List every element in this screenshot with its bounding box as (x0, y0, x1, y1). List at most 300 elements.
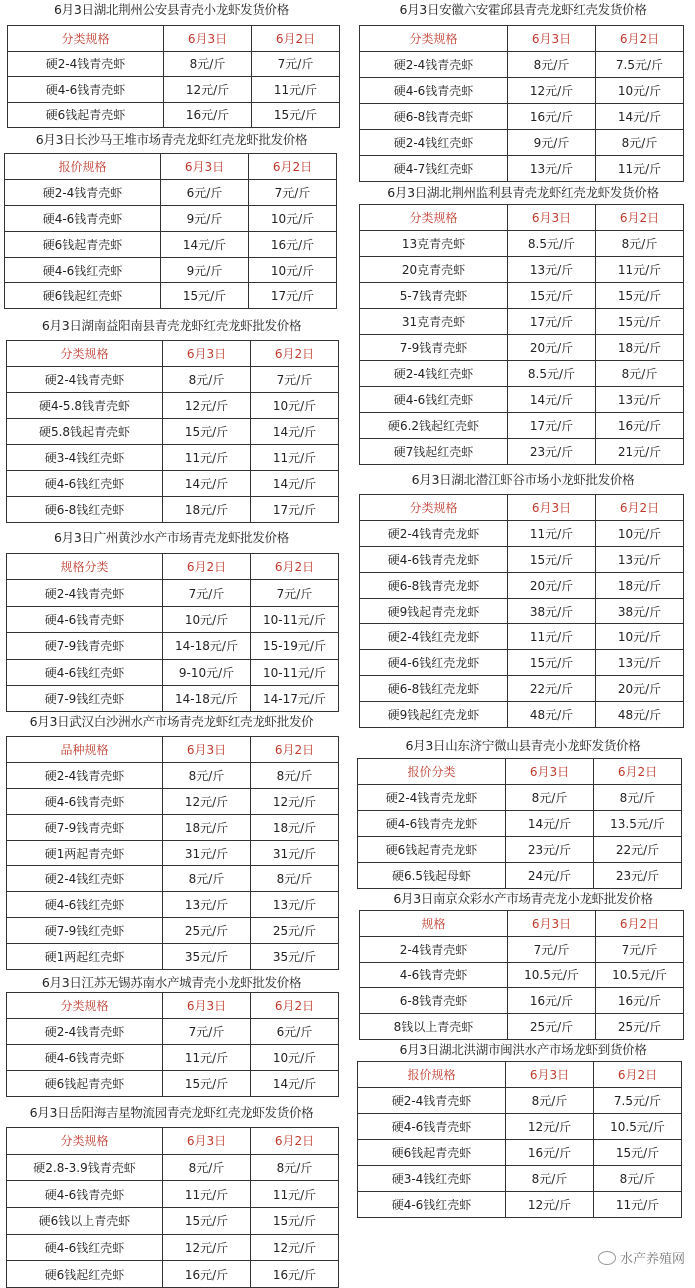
price-table (357, 758, 682, 889)
header-date-cell: 6月3日 (508, 205, 596, 231)
price-cell: 21元/斤 (596, 439, 684, 465)
table-row (358, 1192, 682, 1218)
spec-cell: 硬4-6钱红壳虾 (7, 471, 163, 497)
price-cell: 7元/斤 (596, 936, 684, 962)
spec-cell: 硬4-6钱青壳虾 (7, 1045, 163, 1071)
table-row (360, 439, 684, 465)
spec-cell: 硬6-8钱青壳虾 (360, 104, 508, 130)
table-header-row (7, 554, 339, 580)
table-row (7, 892, 339, 918)
price-cell: 13元/斤 (163, 892, 251, 918)
table-header-row (360, 205, 684, 231)
header-spec-cell: 报价规格 (358, 1062, 506, 1088)
section-title: 6月3日江苏无锡苏南水产城青壳小龙虾批发价格 (41, 975, 302, 990)
price-cell: 10.5元/斤 (596, 962, 684, 988)
price-cell: 10元/斤 (251, 1045, 339, 1071)
price-cell: 15元/斤 (163, 1071, 251, 1097)
table-row (7, 918, 339, 944)
price-cell: 10.5元/斤 (508, 962, 596, 988)
price-cell: 6元/斤 (161, 179, 249, 205)
spec-cell: 硬2-4钱青壳虾 (7, 580, 163, 606)
price-cell: 12元/斤 (251, 1234, 339, 1261)
table-row (360, 335, 684, 361)
spec-cell: 硬4-6钱红壳虾 (7, 659, 163, 685)
table-header-row (8, 26, 340, 52)
spec-cell: 13克青壳虾 (360, 231, 508, 257)
table-row (5, 205, 337, 231)
price-cell: 31元/斤 (251, 840, 339, 866)
price-cell: 11元/斤 (163, 1181, 251, 1208)
price-cell: 8元/斤 (508, 52, 596, 78)
spec-cell: 硬6-8钱红壳虾 (7, 497, 163, 523)
price-table (359, 25, 684, 182)
spec-cell: 5-7钱青壳虾 (360, 283, 508, 309)
table-row (360, 598, 684, 624)
header-date-cell: 6月3日 (508, 26, 596, 52)
price-cell: 12元/斤 (251, 788, 339, 814)
price-cell: 15元/斤 (252, 102, 340, 128)
price-cell: 8元/斤 (596, 361, 684, 387)
price-cell: 23元/斤 (594, 863, 682, 889)
price-cell: 48元/斤 (508, 702, 596, 728)
spec-cell: 硬2-4钱红壳虾 (360, 130, 508, 156)
spec-cell: 2-4钱青壳虾 (360, 936, 508, 962)
spec-cell: 硬4-6钱红壳龙虾 (360, 650, 508, 676)
spec-cell: 硬2-4钱青壳龙虾 (358, 785, 506, 811)
header-date-cell: 6月2日 (596, 26, 684, 52)
spec-cell: 硬7-9钱青壳虾 (7, 814, 163, 840)
price-cell: 16元/斤 (251, 1261, 339, 1288)
table-row (360, 546, 684, 572)
header-date-cell: 6月2日 (594, 759, 682, 785)
price-cell: 11元/斤 (163, 1045, 251, 1071)
table-row (358, 785, 682, 811)
spec-cell: 硬7-9钱青壳虾 (7, 633, 163, 659)
price-cell: 11元/斤 (508, 520, 596, 546)
price-cell: 11元/斤 (594, 1192, 682, 1218)
header-date-cell: 6月3日 (163, 341, 251, 367)
header-date-cell: 6月3日 (164, 26, 252, 52)
price-cell: 9元/斤 (508, 130, 596, 156)
spec-cell: 20克青壳虾 (360, 257, 508, 283)
price-cell: 8.5元/斤 (508, 231, 596, 257)
price-cell: 16元/斤 (596, 413, 684, 439)
price-cell: 11元/斤 (252, 77, 340, 103)
price-cell: 12元/斤 (163, 1234, 251, 1261)
header-date-cell: 6月2日 (249, 154, 337, 180)
price-cell: 20元/斤 (508, 335, 596, 361)
price-cell: 10元/斤 (249, 257, 337, 283)
table-row (358, 837, 682, 863)
table-header-row (360, 495, 684, 521)
header-spec-cell: 分类规格 (7, 1128, 163, 1155)
spec-cell: 硬2-4钱青壳虾 (360, 52, 508, 78)
wechat-icon (598, 1251, 616, 1265)
price-table (7, 25, 340, 128)
table-row (360, 52, 684, 78)
price-cell: 9元/斤 (161, 205, 249, 231)
table-header-row (7, 341, 339, 367)
price-cell: 18元/斤 (163, 814, 251, 840)
table-header-row (7, 1128, 339, 1155)
price-cell: 16元/斤 (506, 1140, 594, 1166)
header-spec-cell: 分类规格 (360, 205, 508, 231)
header-date-cell: 6月2日 (251, 737, 339, 763)
spec-cell: 8钱以上青壳虾 (360, 1014, 508, 1040)
header-date-cell: 6月3日 (508, 495, 596, 521)
price-cell: 24元/斤 (506, 863, 594, 889)
price-cell: 8元/斤 (163, 1154, 251, 1181)
header-spec-cell: 规格 (360, 911, 508, 937)
spec-cell: 硬6钱起青壳虾 (7, 1071, 163, 1097)
price-cell: 15元/斤 (594, 1140, 682, 1166)
table-row (358, 1166, 682, 1192)
table-row (5, 283, 337, 309)
price-cell: 22元/斤 (508, 676, 596, 702)
table-row (7, 1154, 339, 1181)
price-cell: 10元/斤 (249, 205, 337, 231)
spec-cell: 硬2-4钱红壳虾 (7, 866, 163, 892)
header-spec-cell: 分类规格 (360, 495, 508, 521)
price-cell: 38元/斤 (596, 598, 684, 624)
spec-cell: 硬6钱起青壳虾 (8, 102, 164, 128)
price-cell: 20元/斤 (596, 676, 684, 702)
price-cell: 16元/斤 (508, 104, 596, 130)
spec-cell: 硬4-6钱青壳龙虾 (358, 811, 506, 837)
price-cell: 16元/斤 (249, 231, 337, 257)
spec-cell: 硬6-8钱红壳龙虾 (360, 676, 508, 702)
header-date-cell: 6月2日 (251, 1128, 339, 1155)
table-row (7, 1261, 339, 1288)
price-cell: 16元/斤 (163, 1261, 251, 1288)
header-spec-cell: 规格分类 (7, 554, 163, 580)
spec-cell: 硬2-4钱青壳虾 (7, 762, 163, 788)
table-row (358, 1114, 682, 1140)
section-title: 6月3日广州黄沙水产市场青壳龙虾批发价格 (54, 530, 289, 545)
price-cell: 25元/斤 (596, 1014, 684, 1040)
price-cell: 25元/斤 (251, 918, 339, 944)
price-cell: 8元/斤 (506, 785, 594, 811)
price-cell: 12元/斤 (164, 77, 252, 103)
table-row (7, 685, 339, 711)
table-header-row (360, 911, 684, 937)
spec-cell: 硬2-4钱青壳虾 (7, 367, 163, 393)
price-cell: 15元/斤 (161, 283, 249, 309)
table-header-row (7, 993, 339, 1019)
section-title: 6月3日湖北潜江虾谷市场小龙虾批发价格 (411, 472, 635, 487)
spec-cell: 硬9钱起红壳龙虾 (360, 702, 508, 728)
price-cell: 15元/斤 (251, 1208, 339, 1235)
table-row (360, 130, 684, 156)
table-row (7, 1234, 339, 1261)
price-cell: 12元/斤 (506, 1192, 594, 1218)
table-row (360, 650, 684, 676)
table-row (360, 361, 684, 387)
price-cell: 15元/斤 (508, 546, 596, 572)
table-row (358, 863, 682, 889)
section-title: 6月3日山东济宁微山县青壳小龙虾发货价格 (405, 738, 641, 753)
table-row (360, 520, 684, 546)
spec-cell: 硬3-4钱红壳虾 (7, 445, 163, 471)
price-table (4, 153, 337, 309)
table-row (8, 51, 340, 77)
table-row (7, 633, 339, 659)
price-cell: 16元/斤 (596, 988, 684, 1014)
price-table (359, 494, 684, 728)
header-date-cell: 6月3日 (161, 154, 249, 180)
price-cell: 8元/斤 (163, 866, 251, 892)
watermark-text: 水产养殖网 (619, 1252, 685, 1267)
table-header-row (360, 26, 684, 52)
price-cell: 14元/斤 (506, 811, 594, 837)
price-cell: 17元/斤 (508, 413, 596, 439)
table-header-row (7, 737, 339, 763)
table-row (360, 387, 684, 413)
table-row (7, 840, 339, 866)
spec-cell: 硬2-4钱青壳虾 (8, 51, 164, 77)
spec-cell: 硬7-9钱红壳虾 (7, 918, 163, 944)
price-cell: 12元/斤 (506, 1114, 594, 1140)
price-cell: 13元/斤 (508, 257, 596, 283)
price-cell: 10元/斤 (251, 393, 339, 419)
table-header-row (358, 759, 682, 785)
spec-cell: 硬9钱起青壳龙虾 (360, 598, 508, 624)
price-cell: 13.5元/斤 (594, 811, 682, 837)
spec-cell: 硬6钱起红壳虾 (5, 283, 161, 309)
price-cell: 18元/斤 (163, 497, 251, 523)
header-spec-cell: 报价规格 (5, 154, 161, 180)
table-header-row (5, 154, 337, 180)
spec-cell: 硬2-4钱红壳虾 (360, 361, 508, 387)
spec-cell: 硬6钱起红壳虾 (7, 1261, 163, 1288)
price-cell: 9-10元/斤 (163, 659, 251, 685)
price-cell: 14-18元/斤 (163, 685, 251, 711)
price-cell: 11元/斤 (596, 257, 684, 283)
spec-cell: 硬4-6钱青壳虾 (7, 788, 163, 814)
price-cell: 15元/斤 (163, 1208, 251, 1235)
table-row (7, 393, 339, 419)
price-table (6, 553, 339, 712)
price-cell: 7元/斤 (508, 936, 596, 962)
table-row (360, 1014, 684, 1040)
table-row (7, 445, 339, 471)
section-title: 6月3日安徽六安霍邱县青壳龙虾红壳发货价格 (399, 2, 647, 17)
header-date-cell: 6月2日 (596, 205, 684, 231)
table-row (360, 676, 684, 702)
header-spec-cell: 品种规格 (7, 737, 163, 763)
price-cell: 14元/斤 (251, 1071, 339, 1097)
price-cell: 14元/斤 (508, 387, 596, 413)
spec-cell: 硬6-8钱青壳龙虾 (360, 572, 508, 598)
header-date-cell: 6月2日 (596, 495, 684, 521)
price-cell: 25元/斤 (163, 918, 251, 944)
price-cell: 8元/斤 (506, 1166, 594, 1192)
header-date-cell: 6月3日 (508, 911, 596, 937)
table-row (5, 257, 337, 283)
header-date-cell: 6月3日 (163, 737, 251, 763)
header-date-cell: 6月3日 (506, 759, 594, 785)
price-cell: 8.5元/斤 (508, 361, 596, 387)
spec-cell: 硬2.8-3.9钱青壳虾 (7, 1154, 163, 1181)
watermark (598, 1248, 685, 1267)
header-spec-cell: 分类规格 (360, 26, 508, 52)
table-row (7, 419, 339, 445)
table-row (7, 866, 339, 892)
header-date-cell: 6月2日 (251, 341, 339, 367)
table-row (7, 762, 339, 788)
spec-cell: 硬6钱起青壳龙虾 (358, 837, 506, 863)
price-cell: 11元/斤 (251, 445, 339, 471)
section-title: 6月3日湖北荆州监利县青壳龙虾红壳龙虾发货价格 (387, 185, 659, 200)
price-cell: 16元/斤 (508, 988, 596, 1014)
spec-cell: 硬4-6钱青壳虾 (7, 1181, 163, 1208)
price-cell: 12元/斤 (163, 393, 251, 419)
price-cell: 14-18元/斤 (163, 633, 251, 659)
table-row (7, 1181, 339, 1208)
price-cell: 10元/斤 (596, 624, 684, 650)
spec-cell: 6-8钱青壳虾 (360, 988, 508, 1014)
spec-cell: 硬4-6钱青壳虾 (5, 205, 161, 231)
price-cell: 13元/斤 (596, 387, 684, 413)
price-cell: 9元/斤 (161, 257, 249, 283)
table-row (360, 572, 684, 598)
spec-cell: 硬4-6钱青壳虾 (8, 77, 164, 103)
price-cell: 35元/斤 (163, 944, 251, 970)
spec-cell: 硬2-4钱红壳龙虾 (360, 624, 508, 650)
table-row (7, 471, 339, 497)
table-row (358, 1140, 682, 1166)
price-cell: 7元/斤 (252, 51, 340, 77)
table-row (360, 156, 684, 182)
price-cell: 7元/斤 (251, 367, 339, 393)
spec-cell: 硬1两起青壳虾 (7, 840, 163, 866)
price-cell: 8元/斤 (506, 1088, 594, 1114)
spec-cell: 硬2-4钱青壳虾 (7, 1019, 163, 1045)
price-cell: 7.5元/斤 (596, 52, 684, 78)
price-cell: 16元/斤 (164, 102, 252, 128)
price-cell: 20元/斤 (508, 572, 596, 598)
price-cell: 15元/斤 (596, 283, 684, 309)
table-row (360, 283, 684, 309)
price-cell: 23元/斤 (506, 837, 594, 863)
header-date-cell: 6月2日 (252, 26, 340, 52)
table-header-row (358, 1062, 682, 1088)
price-cell: 35元/斤 (251, 944, 339, 970)
table-row (7, 1208, 339, 1235)
spec-cell: 硬4-6钱红壳虾 (360, 387, 508, 413)
price-cell: 11元/斤 (163, 445, 251, 471)
price-cell: 14-17元/斤 (251, 685, 339, 711)
price-cell: 13元/斤 (508, 156, 596, 182)
header-spec-cell: 分类规格 (7, 341, 163, 367)
spec-cell: 硬2-4钱青壳龙虾 (360, 520, 508, 546)
spec-cell: 7-9钱青壳虾 (360, 335, 508, 361)
price-cell: 17元/斤 (249, 283, 337, 309)
price-table (6, 340, 339, 523)
price-cell: 7元/斤 (163, 580, 251, 606)
spec-cell: 硬3-4钱红壳虾 (358, 1166, 506, 1192)
spec-cell: 硬4-6钱青壳虾 (358, 1114, 506, 1140)
table-row (7, 580, 339, 606)
price-cell: 13元/斤 (596, 650, 684, 676)
section-title: 6月3日湖北洪湖市闽洪水产市场龙虾到货价格 (399, 1042, 647, 1057)
spec-cell: 硬6.5钱起母虾 (358, 863, 506, 889)
price-cell: 17元/斤 (508, 309, 596, 335)
spec-cell: 硬2-4钱青壳虾 (5, 179, 161, 205)
spec-cell: 硬4-6钱青壳虾 (360, 78, 508, 104)
price-cell: 8元/斤 (596, 231, 684, 257)
table-row (5, 179, 337, 205)
price-cell: 23元/斤 (508, 439, 596, 465)
price-cell: 31元/斤 (163, 840, 251, 866)
price-cell: 15元/斤 (163, 419, 251, 445)
spec-cell: 硬2-4钱青壳虾 (358, 1088, 506, 1114)
table-row (7, 1045, 339, 1071)
section-title: 6月3日湖南益阳南县青壳龙虾红壳龙虾批发价格 (41, 318, 302, 333)
table-row (358, 1088, 682, 1114)
table-row (360, 309, 684, 335)
table-row (7, 788, 339, 814)
price-cell: 15元/斤 (508, 283, 596, 309)
spec-cell: 硬6.2钱起红壳虾 (360, 413, 508, 439)
spec-cell: 硬4-6钱青壳虾 (7, 606, 163, 632)
spec-cell: 硬4-6钱红壳虾 (7, 1234, 163, 1261)
price-cell: 10-11元/斤 (251, 606, 339, 632)
section-title: 6月3日岳阳海吉星物流园青壳龙虾红壳龙虾发货价格 (29, 1105, 314, 1120)
spec-cell: 硬6钱起青壳虾 (358, 1140, 506, 1166)
price-cell: 7.5元/斤 (594, 1088, 682, 1114)
table-row (5, 231, 337, 257)
price-cell: 8元/斤 (251, 1154, 339, 1181)
price-cell: 6元/斤 (251, 1019, 339, 1045)
price-cell: 13元/斤 (251, 892, 339, 918)
price-cell: 18元/斤 (596, 335, 684, 361)
price-table (357, 1061, 682, 1218)
price-cell: 13元/斤 (596, 546, 684, 572)
price-table (6, 992, 339, 1097)
spec-cell: 硬1两起红壳虾 (7, 944, 163, 970)
price-cell: 10元/斤 (596, 78, 684, 104)
table-row (7, 1071, 339, 1097)
price-cell: 8元/斤 (594, 785, 682, 811)
price-cell: 18元/斤 (596, 572, 684, 598)
price-cell: 14元/斤 (251, 471, 339, 497)
price-cell: 18元/斤 (251, 814, 339, 840)
table-row (7, 1019, 339, 1045)
price-cell: 11元/斤 (596, 156, 684, 182)
price-cell: 14元/斤 (596, 104, 684, 130)
table-row (8, 102, 340, 128)
table-row (358, 811, 682, 837)
header-spec-cell: 分类规格 (7, 993, 163, 1019)
price-cell: 25元/斤 (508, 1014, 596, 1040)
price-cell: 10元/斤 (163, 606, 251, 632)
table-row (360, 104, 684, 130)
table-row (360, 231, 684, 257)
table-row (7, 814, 339, 840)
spec-cell: 硬7-9钱红壳虾 (7, 685, 163, 711)
table-row (7, 497, 339, 523)
price-cell: 8元/斤 (596, 130, 684, 156)
header-date-cell: 6月3日 (163, 993, 251, 1019)
price-cell: 48元/斤 (596, 702, 684, 728)
header-date-cell: 6月2日 (251, 554, 339, 580)
price-cell: 14元/斤 (251, 419, 339, 445)
price-cell: 10-11元/斤 (251, 659, 339, 685)
price-cell: 14元/斤 (163, 471, 251, 497)
spec-cell: 硬4-6钱红壳虾 (5, 257, 161, 283)
table-row (360, 702, 684, 728)
